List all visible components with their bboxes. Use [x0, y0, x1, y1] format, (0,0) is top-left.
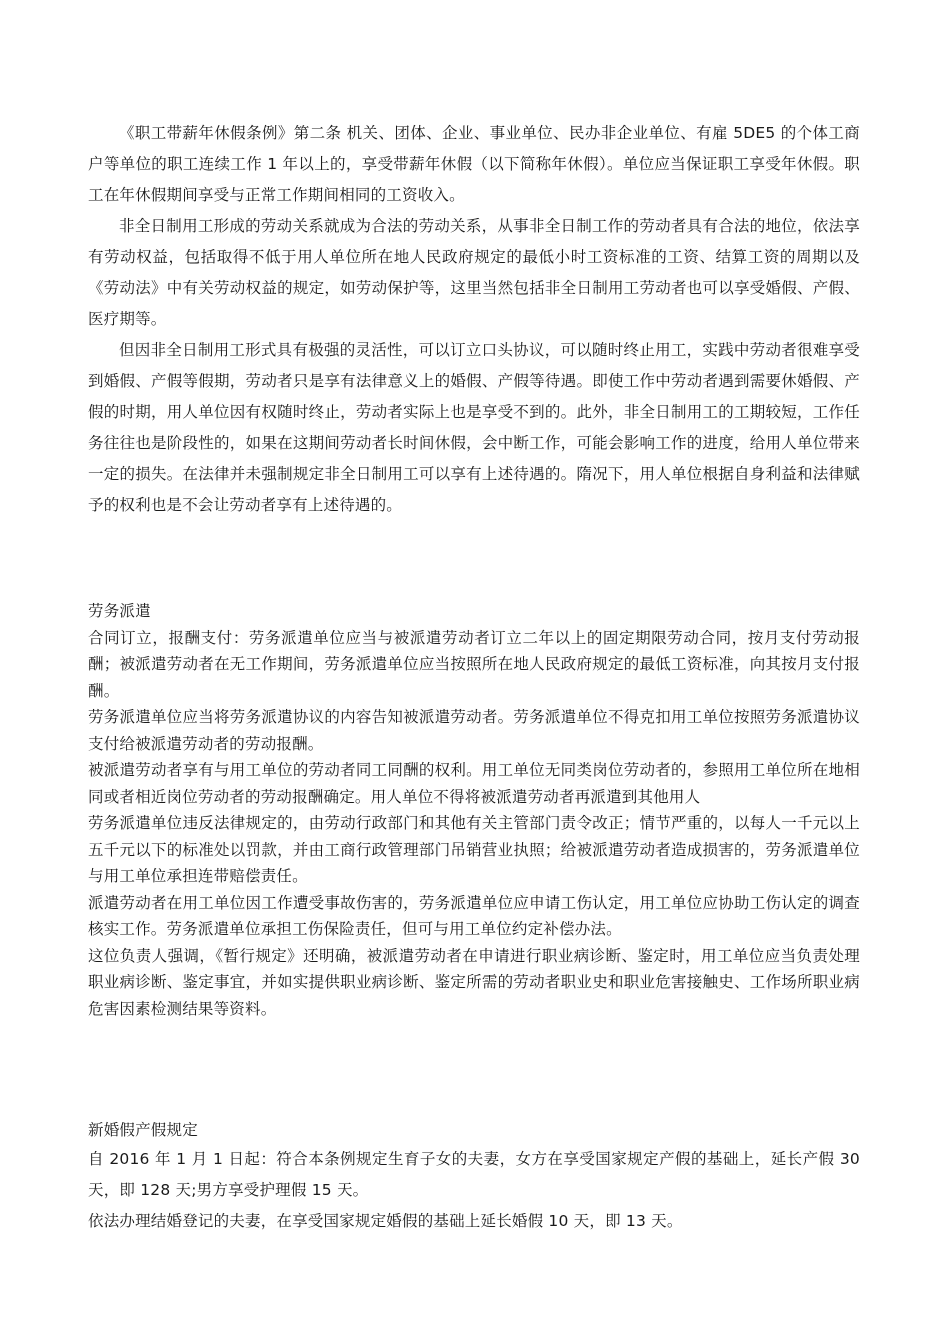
- paragraph-part-time-flexibility: 但因非全日制用工形式具有极强的灵活性，可以订立口头协议，可以随时终止用工，实践中劳动者很难享受到婚假、产假等假期，劳动者只是享有法律意义上的婚假、产假等待遇。即使工作中劳动者遇到需要休婚假、产假的时期，用人单位因有权随时终止，劳动者实际上也是享受不到的。此外，非全日制用工的工期较短，工作任务往往也是阶段性的，如果在这期间劳动者长时间休假，会中断工作，可能会影响工作的进度，给用人单位带来一定的损失。在法律并未强制规定非全日制用工可以享有上述待遇的。隋况下，用人单位根据自身利益和法律赋予的权利也是不会让劳动者享有上述待遇的。: [88, 341, 860, 514]
- heading-marriage-maternity: 新婚假产假规定: [88, 1121, 198, 1139]
- paragraph-equal-pay: 被派遣劳动者享有与用工单位的劳动者同工同酬的权利。用工单位无同类岗位劳动者的，参照用工单位所在地相同或者相近岗位劳动者的劳动报酬确定。用人单位不得将被派遣劳动者再派遣到其他用人: [88, 761, 860, 806]
- paragraph-dispatch-agreement: 劳务派遣单位应当将劳务派遣协议的内容告知被派遣劳动者。劳务派遣单位不得克扣用工单位按照劳务派遣协议支付给被派遣劳动者的劳动报酬。: [88, 708, 860, 753]
- paragraph-violations: 劳务派遣单位违反法律规定的，由劳动行政部门和其他有关主管部门责令改正；情节严重的，以每人一千元以上五千元以下的标准处以罚款，并由工商行政管理部门吊销营业执照；给被派遣劳动者造成损害的，劳务派遣单位与用工单位承担连带赔偿责任。: [88, 814, 860, 885]
- paragraph-part-time-rights: 非全日制用工形成的劳动关系就成为合法的劳动关系，从事非全日制工作的劳动者具有合法的地位，依法享有劳动权益，包括取得不低于用人单位所在地人民政府规定的最低小时工资标准的工资、结算工资的周期以及《劳动法》中有关劳动权益的规定，如劳动保护等，这里当然包括非全日制用工劳动者也可以享受婚假、产假、医疗期等。: [88, 217, 860, 328]
- paragraph-maternity-leave: 自 2016 年 1 月 1 日起：符合本条例规定生育子女的夫妻，女方在享受国家规定产假的基础上，延长产假 30 天，即 128 天;男方享受护理假 15 天。: [88, 1149, 860, 1199]
- heading-labor-dispatch: 劳务派遣: [88, 602, 151, 620]
- paragraph-contract-payment: 合同订立，报酬支付：劳务派遣单位应当与被派遣劳动者订立二年以上的固定期限劳动合同，按月支付劳动报酬；被派遣劳动者在无工作期间，劳务派遣单位应当按照所在地人民政府规定的最低工资标准，向其按月支付报酬。: [88, 628, 860, 700]
- section-annual-leave: [88, 118, 860, 521]
- section-labor-dispatch: [88, 598, 860, 1022]
- paragraph-work-injury: 派遣劳动者在用工单位因工作遭受事故伤害的，劳务派遣单位应申请工伤认定，用工单位应协助工伤认定的调查核实工作。劳务派遣单位承担工伤保险责任，但可与用工单位约定补偿办法。: [88, 893, 860, 938]
- paragraph-annual-leave-regulation: 《职工带薪年休假条例》第二条 机关、团体、企业、事业单位、民办非企业单位、有雇 5DE5 的个体工商户等单位的职工连续工作 1 年以上的，享受带薪年休假（以下简称年休假）。单位应当保证职工享受年休假。职工在年休假期间享受与正常工作期间相同的工资收入。: [88, 124, 860, 204]
- section-marriage-maternity-leave: [88, 1117, 860, 1237]
- paragraph-marriage-leave: 依法办理结婚登记的夫妻，在享受国家规定婚假的基础上延长婚假 10 天，即 13 天。: [88, 1211, 683, 1230]
- paragraph-occupational-disease: 这位负责人强调，《暂行规定》还明确，被派遣劳动者在申请进行职业病诊断、鉴定时，用工单位应当负责处理职业病诊断、鉴定事宜，并如实提供职业病诊断、鉴定所需的劳动者职业史和职业危害接触史、工作场所职业病危害因素检测结果等资料。: [88, 946, 860, 1018]
